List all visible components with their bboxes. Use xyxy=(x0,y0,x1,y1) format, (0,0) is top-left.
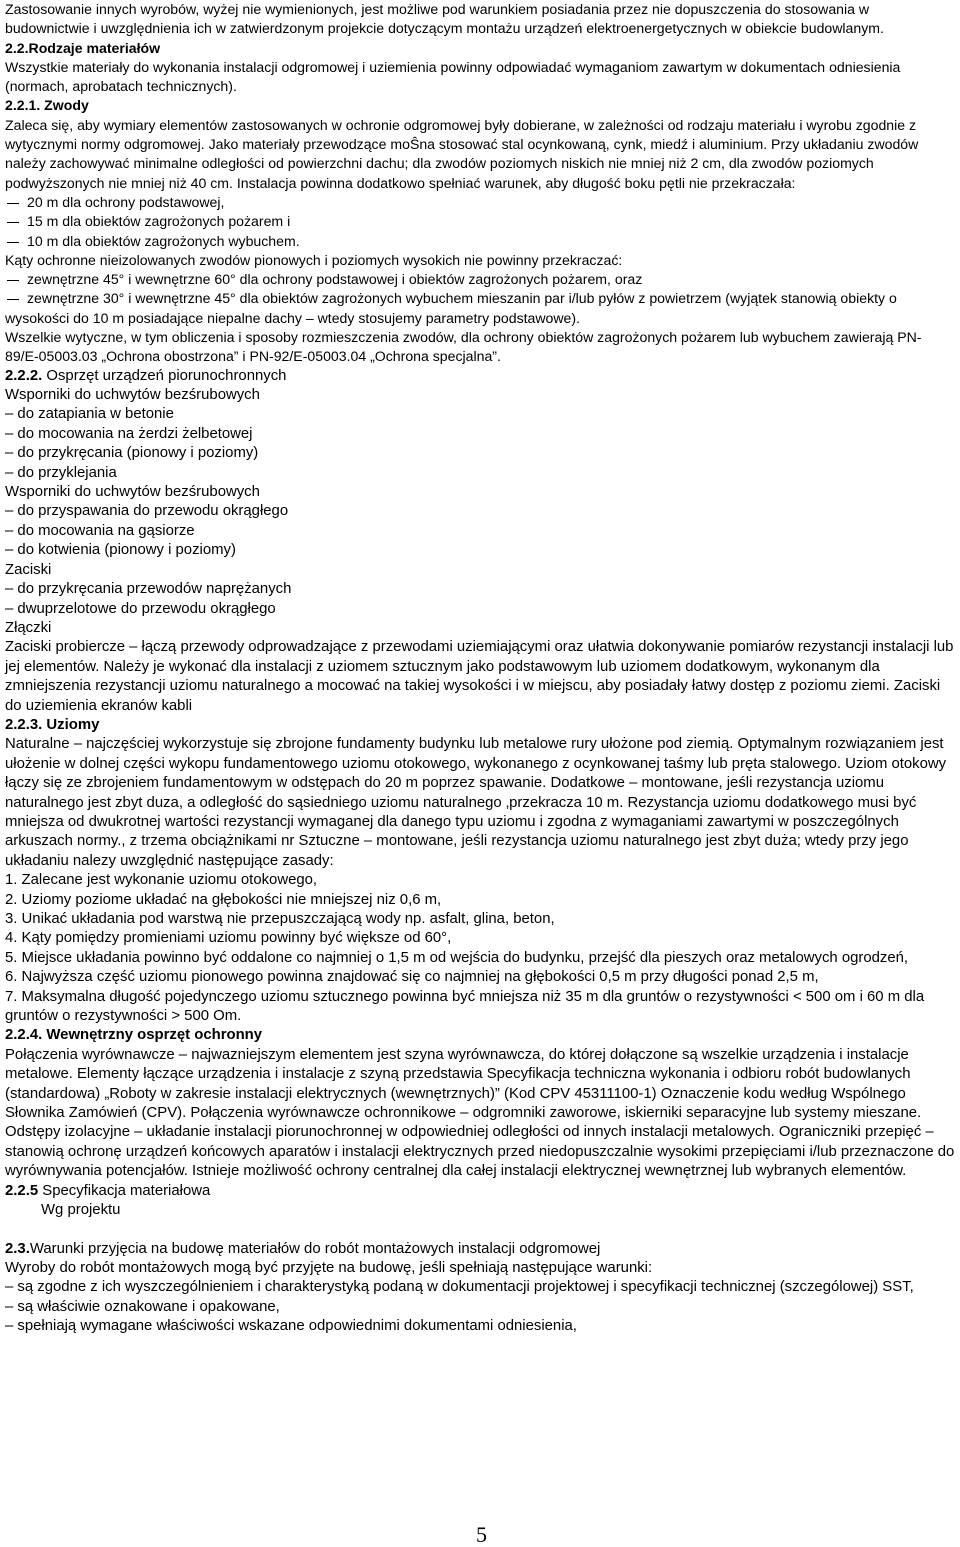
fittings-line: – do przyspawania do przewodu okrągłego xyxy=(5,503,289,520)
section-title: Specyfikacja materiałowa xyxy=(38,1182,211,1199)
section-title: Rodzaje materiałów xyxy=(28,39,161,56)
section-number: 2.2.2. xyxy=(5,367,43,384)
fittings-line: – do przykręcania przewodów naprężanych xyxy=(5,581,292,598)
section-number: 2.3. xyxy=(5,1240,30,1257)
earthing-rule: 6. Najwyższa część uziomu pionowego powinna znajdować się co najmniej na głębokości 0,5 m przy długości ponad 2,5 m, xyxy=(5,969,819,986)
section-2-2-text: Wszystkie materiały do wykonania instalacji odgromowej i uziemienia powinny odpowiadać wymaganiom zawartym w dokumentach odniesienia (normach, aprobatach technicznych). xyxy=(5,58,901,95)
section-2-2-1-heading: 2.2.1. Zwody xyxy=(5,97,89,114)
earthing-rule: 5. Miejsce układania powinno być oddalone co najmniej o 1,5 m od wejścia do budynku, przejść dla pieszych oraz metalowych ogrodzeń, xyxy=(5,949,909,966)
section-2-2-5-heading xyxy=(5,1182,955,1201)
fittings-line: – do kotwienia (pionowy i poziomy) xyxy=(5,542,236,559)
fittings-line: – do mocowania na żerdzi żelbetowej xyxy=(5,425,253,442)
section-2-3-paragraph: Wyroby do robót montażowych mogą być przyjęte na budowę, jeśli spełniają następujące warunki: xyxy=(5,1259,653,1276)
intro-paragraph: Zastosowanie innych wyrobów, wyżej nie wymienionych, jest możliwe pod warunkiem posiadania przez nie dopuszczenia do stosowania w budownictwie i uwzględnienia ich w zatwierdzonym projekcie dotyczącym montażu urządzeń elektroenergetycznych w obiekcie budowlanym. xyxy=(5,1,884,37)
section-2-2-1-paragraph-3: Wszelkie wytyczne, w tym obliczenia i sposoby rozmieszczenia zwodów, dla ochrony obiektów zagrożonych pożarem lub wybuchem zawierają PN-89/E-05003.03 „Ochrona obostrzona” i PN-92/E-05003.04 „Ochrona specjalna”. xyxy=(5,329,922,365)
earthing-rule: 3. Unikać układania pod warstwą nie przepuszczającą wody np. asfalt, glina, beton, xyxy=(5,911,555,928)
section-title: Osprzęt urządzeń piorunochronnych xyxy=(42,367,287,384)
acceptance-condition: – są właściwie oznakowane i opakowane, xyxy=(5,1298,280,1315)
fittings-line: Zaciski xyxy=(5,561,52,578)
loop-length-item: 15 m dla obiektów zagrożonych pożarem i xyxy=(5,212,955,231)
section-number: 2.2.5 xyxy=(5,1182,39,1199)
section-2-2-3-heading: 2.2.3. Uziomy xyxy=(5,716,100,733)
earthing-rule: 4. Kąty pomiędzy promieniami uziomu powinny być większe od 60°, xyxy=(5,930,452,947)
section-2-2-1-paragraph-2: Kąty ochronne nieizolowanych zwodów pionowych i poziomych wysokich nie powinny przekraczać: xyxy=(5,251,623,268)
section-2-2-5-sub: Wg projektu xyxy=(41,1202,121,1219)
fittings-line: – do zatapiania w betonie xyxy=(5,406,174,423)
fittings-line: – do przyklejania xyxy=(5,464,117,481)
section-2-2-1-paragraph-1: Zaleca się, aby wymiary elementów zastosowanych w ochronie odgromowej były dobierane, w zależności od rodzaju materiału i wyrobu zgodnie z wytycznymi normy odgromowej. Jako materiały przewodzące moŜna stosować stal ocynkowaną, cynk, miedź i aluminium. Przy układaniu zwodów należy zachowywać minimalne odległości od powierzchni dachu; dla zwodów poziomych niskich nie mniej niż 2 cm, dla zwodów poziomych podwyższonych nie mniej niż 40 cm. Instalacja powinna dodatkowo spełniać warunek, aby długość boku pętli nie przekraczała: xyxy=(5,116,919,191)
angle-item: zewnętrzne 45° i wewnętrzne 60° dla ochrony podstawowej i obiektów zagrożonych pożarem, oraz xyxy=(5,270,955,289)
section-2-2-4-heading: 2.2.4. Wewnętrzny osprzęt ochronny xyxy=(5,1027,263,1044)
loop-length-item: 10 m dla obiektów zagrożonych wybuchem. xyxy=(5,232,955,251)
angle-item: zewnętrzne 30° i wewnętrzne 45° dla obiektów zagrożonych wybuchem mieszanin par i/lub pyłów z powietrzem (wyjątek stanowią obiekty o wysokości do 10 m posiadające niepalne dachy – wtedy stosujemy parametry podstawowe). xyxy=(5,289,955,328)
acceptance-condition: – są zgodne z ich wyszczególnieniem i charakterystyką podaną w dokumentacji projektowej i specyfikacji technicznej (szczególowej) SST, xyxy=(5,1279,914,1296)
section-2-2-2-heading xyxy=(5,367,955,386)
fittings-line: Wsporniki do uchwytów bezśrubowych xyxy=(5,484,260,501)
section-title: Warunki przyjęcia na budowę materiałów do robót montażowych instalacji odgromowej xyxy=(29,1240,601,1257)
fittings-line: – do mocowania na gąsiorze xyxy=(5,522,195,539)
page-number: 5 xyxy=(476,1522,487,1547)
section-2-3-heading xyxy=(5,1240,955,1259)
fittings-line: Złączki xyxy=(5,619,52,636)
fittings-line: – dwuprzelotowe do przewodu okrągłego xyxy=(5,600,276,617)
section-2-2-2-paragraph: Zaciski probiercze – łączą przewody odprowadzające z przewodami uziemiającymi oraz ułatwia dokonywanie pomiarów rezystancji instalacji lub jej elementów. Należy je wykonać dla instalacji z uziomem sztucznym jako podstawowym lub uziomem dodatkowym, wykonanym dla zmniejszenia rezystancji uziomu naturalnego a mocować na takiej wysokości i w miejscu, aby posiadały łatwy dostęp z poziomu ziemi. Zaciski do uziemienia ekranów kabli xyxy=(5,639,954,714)
section-2-2-4-paragraph: Połączenia wyrównawcze – najwazniejszym elementem jest szyna wyrównawcza, do której dołączone są wszelkie urządzenia i instalacje metalowe. Elementy łączące urządzenia i instalacje z szyną przedstawia Specyfikacja techniczna wykonania i odbioru robót budowlanych (standardowa) „Roboty w zakresie instalacji elektrycznych (wewnętrznych)” (Kod CPV 45311100-1) Oznaczenie kodu według Wspólnego Słownika Zamówień (CPV). Połączenia wyrównawcze ochronnikowe – odgromniki zaworowe, iskierniki separacyjne lub systemy mieszane. Odstępy izolacyjne – układanie instalacji piorunochronnej w odpowiedniej odległości od innych instalacji metalowych. Ograniczniki przepięć – stanowią ochronę urządzeń końcowych aparatów i instalacji elektrycznych przed niedopuszczalnie wysokimi przepięciami i/lub przeznaczone do wyrównywania potencjałów. Istnieje możliwość ochrony centralnej dla całej instalacji elektrycznej wewnętrznej lub wybranych elementów. xyxy=(5,1046,955,1180)
section-2-2-3-paragraph: Naturalne – najczęściej wykorzystuje się zbrojone fundamenty budynku lub metalowe rury ułożone pod ziemią. Optymalnym rozwiązaniem jest ułożenie w dolnej części wykopu fundamentowego uziomu otokowego, wykonanego z ocynkowanej taśmy lub pręta stalowego. Uziom otokowy łączy się ze zbrojeniem fundamentowym w odstępach do 20 m poprzez spawanie. Dodatkowe – montowane, jeśli rezystancja uziomu naturalnego jest zbyt duza, a odległość do sąsiedniego uziomu naturalnego ‚przekracza 10 m. Rezystancja uziomu dodatkowego musi być mniejsza od dwukrotnej wartości rezystancji wymaganej dla danego typu uziomu i zgodna z wymaganiami zawartymi w poszczególnych arkuszach normy., z trzema obciążnikami nr Sztuczne – montowane, jeśli rezystancja uziomu naturalnego jest zbyt duża; wtedy przy jego układaniu nalezy uwzględnić następujące zasady: xyxy=(5,736,947,869)
fittings-line: – do przykręcania (pionowy i poziomy) xyxy=(5,445,259,462)
section-2-2-heading xyxy=(5,39,955,58)
section-number: 2.2. xyxy=(5,39,29,56)
earthing-rule: 7. Maksymalna długość pojedynczego uziomu sztucznego powinna być mniejsza niż 35 m dla gruntów o rezystywności < 500 om i 60 m dla gruntów o rezystywności > 500 Om. xyxy=(5,988,925,1025)
earthing-rule: 2. Uziomy poziome układać na głębokości nie mniejszej niz 0,6 m, xyxy=(5,891,442,908)
loop-length-item: 20 m dla ochrony podstawowej, xyxy=(5,193,955,212)
acceptance-condition: – spełniają wymagane właściwości wskazane odpowiednimi dokumentami odniesienia, xyxy=(5,1318,577,1335)
fittings-line: Wsporniki do uchwytów bezśrubowych xyxy=(5,387,260,404)
earthing-rule: 1. Zalecane jest wykonanie uziomu otokowego, xyxy=(5,872,318,889)
document-page xyxy=(5,0,955,1337)
